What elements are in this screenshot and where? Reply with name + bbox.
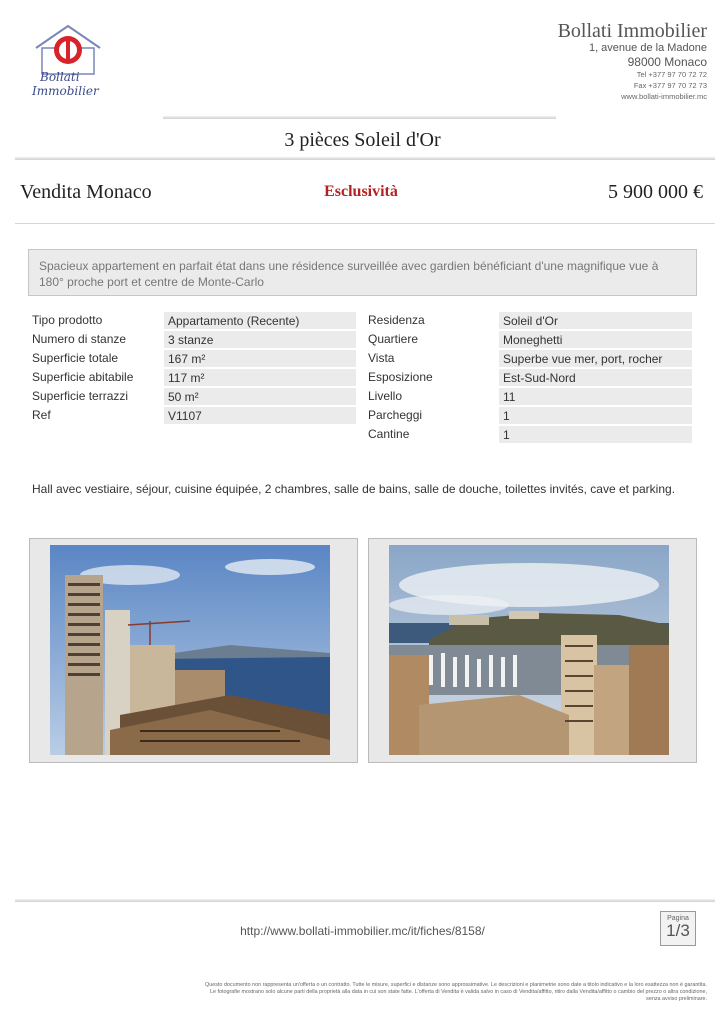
spec-value: 3 stanze xyxy=(164,331,356,348)
spec-value: 167 m² xyxy=(164,350,356,367)
footer-divider xyxy=(15,899,715,902)
exclusive-badge: Esclusività xyxy=(324,183,398,200)
agency-web[interactable]: www.bollati-immobilier.mc xyxy=(621,92,707,101)
property-photo-2[interactable] xyxy=(389,545,669,755)
disclaimer-line-1: Questo documento non rappresenta un'offerta o un contratto. Tutte le misure, superfici e distanze sono approssimative. Le descrizioni e planimetrie sono date a titolo indicativo e la loro esattezza non è garantita. xyxy=(205,982,707,988)
agency-city: 98000 Monaco xyxy=(627,55,707,69)
spec-label: Tipo prodotto xyxy=(32,313,103,327)
spec-value: 117 m² xyxy=(164,369,356,386)
spec-value: 11 xyxy=(499,388,692,405)
agency-tel: Tel +377 97 70 72 72 xyxy=(636,70,707,79)
photo-frame-2 xyxy=(368,538,697,763)
spec-value: 1 xyxy=(499,426,692,443)
spec-value: Est-Sud-Nord xyxy=(499,369,692,386)
spec-value: 1 xyxy=(499,407,692,424)
spec-value: Soleil d'Or xyxy=(499,312,692,329)
summary-box: Spacieux appartement en parfait état dans une résidence surveillée avec gardien bénéficiant d'une magnifique vue à 180° proche port et centre de Monte-Carlo xyxy=(28,249,697,296)
spec-label: Quartiere xyxy=(368,332,419,346)
listing-price: 5 900 000 € xyxy=(608,181,703,203)
page-indicator xyxy=(660,911,696,946)
listing-type-location: Vendita Monaco xyxy=(20,181,152,203)
header-divider xyxy=(163,116,556,119)
listing-url[interactable]: http://www.bollati-immobilier.mc/it/fiches/8158/ xyxy=(240,924,485,938)
spec-label: Superficie totale xyxy=(32,351,119,365)
page-label: Pagina xyxy=(667,915,689,922)
listing-description: Hall avec vestiaire, séjour, cuisine équipée, 2 chambres, salle de bains, salle de douche, toilettes invités, cave et parking. xyxy=(32,482,676,496)
photo-frame-1 xyxy=(29,538,358,763)
spec-value: 50 m² xyxy=(164,388,356,405)
spec-label: Livello xyxy=(368,389,403,403)
agency-contact xyxy=(558,20,707,102)
logo-line-2: Immobilier xyxy=(32,84,99,98)
spec-value: Appartamento (Recente) xyxy=(164,312,356,329)
spec-label: Ref xyxy=(32,408,51,422)
spec-value: Moneghetti xyxy=(499,331,692,348)
price-divider xyxy=(15,223,715,224)
page-number: 1/3 xyxy=(666,921,690,940)
logo-line-1: Bollati xyxy=(40,70,80,84)
spec-value: Superbe vue mer, port, rocher xyxy=(499,350,692,367)
spec-label: Numero di stanze xyxy=(32,332,127,346)
spec-label: Superficie abitabile xyxy=(32,370,134,384)
spec-label: Esposizione xyxy=(368,370,433,384)
property-photo-1[interactable] xyxy=(50,545,330,755)
spec-label: Vista xyxy=(368,351,395,365)
spec-label: Residenza xyxy=(368,313,425,327)
title-divider xyxy=(15,157,715,160)
agency-logo xyxy=(30,22,106,114)
disclaimer-line-2: Le fotografie mostrano solo alcune parti della proprietà alla data in cui son state fatte. L'offerta di Vendita è valida salvo in caso di Vendita/affitto, ritiro dalla Vendita/affitto o cambio del prezzo o altra condizione, xyxy=(210,989,707,996)
legal-disclaimer xyxy=(87,982,707,1004)
agency-address: 1, avenue de la Madone xyxy=(588,42,707,54)
disclaimer-line-3: senza avviso preliminare. xyxy=(646,996,707,1003)
spec-label: Cantine xyxy=(368,427,410,441)
spec-value: V1107 xyxy=(164,407,356,424)
logo-wordmark xyxy=(28,70,108,98)
agency-name: Bollati Immobilier xyxy=(557,20,707,42)
spec-label: Parcheggi xyxy=(368,408,423,422)
agency-fax: Fax +377 97 70 72 73 xyxy=(633,81,707,90)
spec-label: Superficie terrazzi xyxy=(32,389,129,403)
listing-title: 3 pièces Soleil d'Or xyxy=(284,129,441,151)
